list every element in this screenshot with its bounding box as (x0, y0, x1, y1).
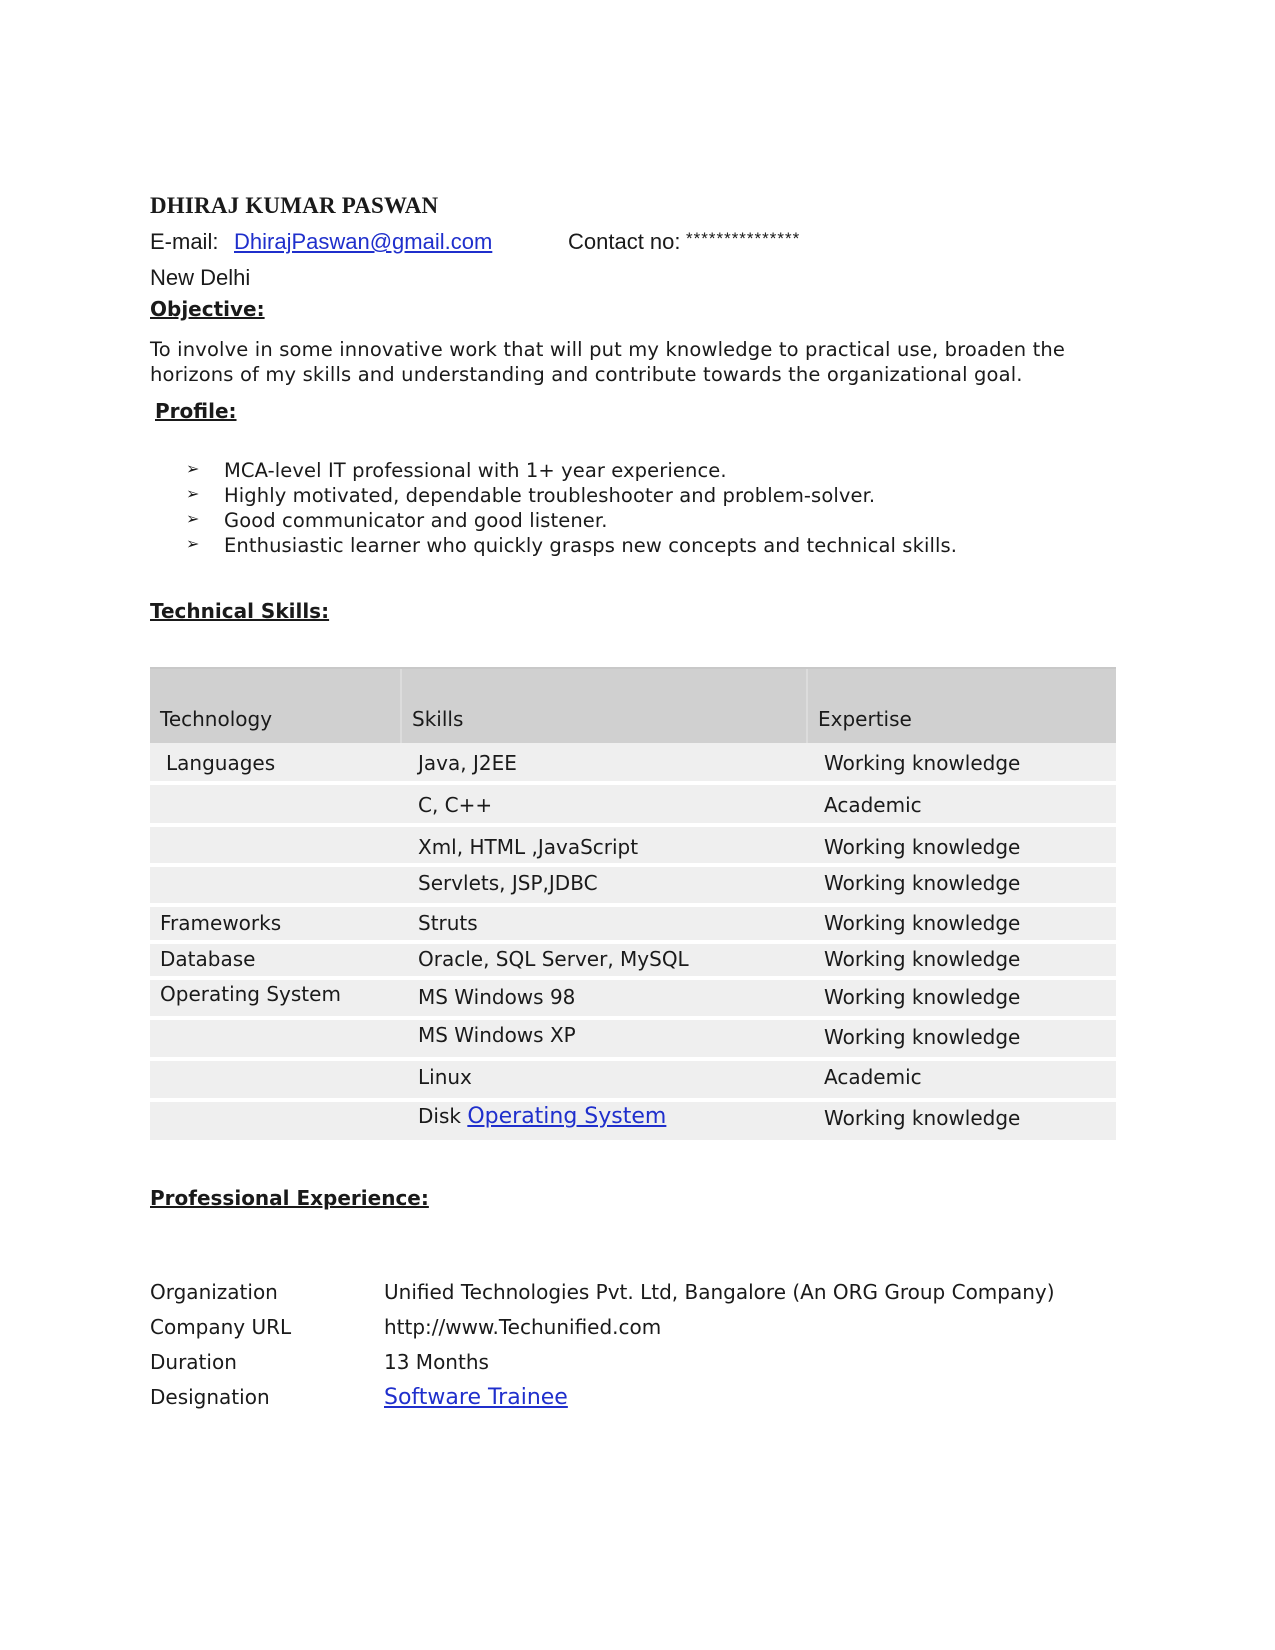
duration-label: Duration (150, 1350, 237, 1374)
column-divider (400, 669, 402, 743)
contact-label: Contact no: (568, 229, 681, 254)
table-row: C, C++ Academic (150, 785, 1116, 827)
profile-heading: Profile: (155, 399, 237, 423)
experience-details (150, 1280, 1130, 1420)
candidate-name: DHIRAJ KUMAR PASWAN (150, 193, 439, 218)
technical-skills-heading: Technical Skills: (150, 599, 330, 623)
list-item: ➢ MCA-level IT professional with 1+ year experience. (186, 459, 727, 482)
arrow-bullet-icon: ➢ (186, 484, 200, 503)
operating-system-link[interactable]: Operating System (467, 1104, 667, 1129)
profile-list (186, 459, 957, 559)
skills-table-header (150, 667, 1116, 743)
contact-value: *************** (686, 229, 801, 248)
objective-text (150, 337, 1130, 387)
list-item: ➢ Highly motivated, dependable troubleshooter and problem-solver. (186, 484, 876, 507)
column-header-expertise: Expertise (818, 707, 912, 731)
designation-label: Designation (150, 1385, 270, 1409)
table-row: Frameworks Struts Working knowledge (150, 907, 1116, 944)
objective-line-2: horizons of my skills and understanding and contribute towards the organizational goal. (150, 363, 1023, 386)
experience-row (150, 1385, 1130, 1420)
column-divider (806, 669, 808, 743)
experience-row (150, 1350, 1130, 1385)
city: New Delhi (150, 265, 251, 290)
list-item: ➢ Enthusiastic learner who quickly grasps new concepts and technical skills. (186, 534, 958, 557)
email-label: E-mail: (150, 229, 219, 254)
objective-line-1: To involve in some innovative work that will put my knowledge to practical use, broaden the (150, 338, 1066, 361)
table-row: Linux Academic (150, 1061, 1116, 1102)
objective-heading: Objective: (150, 297, 265, 321)
duration-value: 13 Months (384, 1350, 489, 1374)
column-header-technology: Technology (160, 707, 273, 731)
skills-table (150, 667, 1116, 1140)
arrow-bullet-icon: ➢ (186, 509, 200, 528)
professional-experience-heading: Professional Experience: (150, 1186, 429, 1210)
contact-line (150, 229, 950, 259)
table-row: Operating System MS Windows 98 Working knowledge (150, 980, 1116, 1020)
table-row: Disk Operating System Working knowledge (150, 1102, 1116, 1140)
company-url-value: http://www.Techunified.com (384, 1315, 662, 1339)
experience-row (150, 1280, 1130, 1315)
company-url-label: Company URL (150, 1315, 292, 1339)
skill-prefix: Disk (418, 1104, 461, 1128)
arrow-bullet-icon: ➢ (186, 459, 200, 478)
table-row: Xml, HTML ,JavaScript Working knowledge (150, 827, 1116, 867)
table-row: Database Oracle, SQL Server, MySQL Working knowledge (150, 944, 1116, 980)
table-row: Languages Java, J2EE Working knowledge (150, 743, 1116, 785)
table-row: Servlets, JSP,JDBC Working knowledge (150, 867, 1116, 907)
organization-label: Organization (150, 1280, 278, 1304)
experience-row (150, 1315, 1130, 1350)
organization-value: Unified Technologies Pvt. Ltd, Bangalore (An ORG Group Company) (384, 1280, 1055, 1304)
designation-link[interactable]: Software Trainee (384, 1385, 568, 1410)
table-row: MS Windows XP Working knowledge (150, 1020, 1116, 1061)
email-link[interactable]: DhirajPaswan@gmail.com (234, 229, 493, 254)
arrow-bullet-icon: ➢ (186, 534, 200, 553)
column-header-skills: Skills (412, 707, 464, 731)
list-item: ➢ Good communicator and good listener. (186, 509, 608, 532)
